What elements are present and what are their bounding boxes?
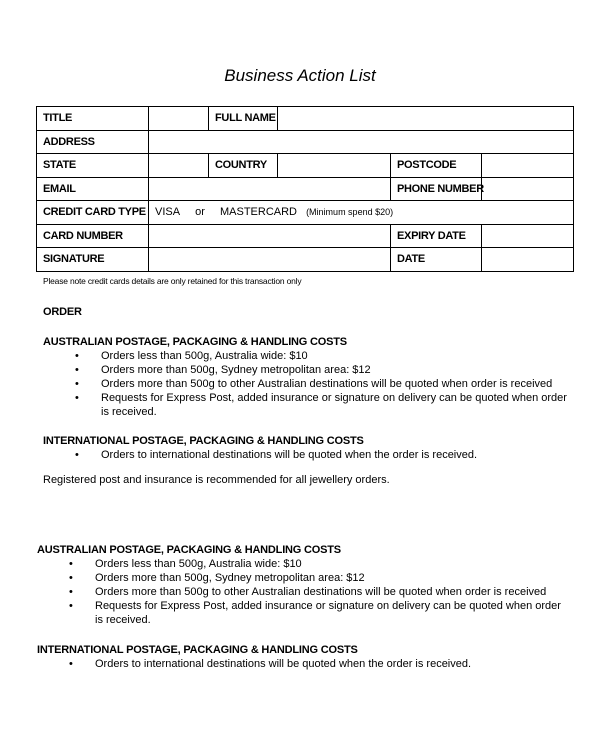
expiry-date-label: EXPIRY DATE xyxy=(391,224,482,248)
list-item: • Orders to international destinations will be quoted when the order is received. xyxy=(37,657,562,671)
australian-costs-heading: AUSTRALIAN POSTAGE, PACKAGING & HANDLING COSTS xyxy=(37,544,341,556)
visa-option[interactable]: VISA xyxy=(155,206,181,219)
postcode-label: POSTCODE xyxy=(391,154,482,178)
postcode-field[interactable] xyxy=(482,154,574,178)
card-number-label: CARD NUMBER xyxy=(37,224,149,248)
list-item: • Requests for Express Post, added insurance or signature on delivery can be quoted when order is received. xyxy=(37,599,562,627)
australian-costs-list xyxy=(37,557,562,627)
title-field[interactable] xyxy=(149,107,209,131)
credit-card-retention-note: Please note credit cards details are only retained for this transaction only xyxy=(43,276,302,286)
signature-field[interactable] xyxy=(149,248,391,272)
list-item: • Requests for Express Post, added insurance or signature on delivery can be quoted when order is received. xyxy=(43,391,568,419)
form-row-card-number xyxy=(37,224,574,248)
country-label: COUNTRY xyxy=(209,154,278,178)
credit-card-type-field[interactable] xyxy=(149,201,574,225)
form-row-signature xyxy=(37,248,574,272)
international-costs-section xyxy=(43,434,568,462)
list-item: • Orders less than 500g, Australia wide: $10 xyxy=(37,557,562,571)
international-costs-heading: INTERNATIONAL POSTAGE, PACKAGING & HANDLING COSTS xyxy=(37,644,358,656)
australian-costs-section-repeat xyxy=(37,543,562,627)
list-item: • Orders to international destinations will be quoted when the order is received. xyxy=(43,448,568,462)
title-label: TITLE xyxy=(37,107,149,131)
australian-costs-heading: AUSTRALIAN POSTAGE, PACKAGING & HANDLING COSTS xyxy=(43,336,347,348)
signature-label: SIGNATURE xyxy=(37,248,149,272)
credit-card-type-label: CREDIT CARD TYPE xyxy=(37,201,149,225)
order-heading: ORDER xyxy=(43,306,82,318)
form-row-title xyxy=(37,107,574,131)
australian-costs-section xyxy=(43,335,568,419)
date-field[interactable] xyxy=(482,248,574,272)
international-costs-section-repeat xyxy=(37,643,562,671)
registered-post-note: Registered post and insurance is recommended for all jewellery orders. xyxy=(43,474,390,486)
email-label: EMAIL xyxy=(37,177,149,201)
form-row-credit-card-type xyxy=(37,201,574,225)
email-field[interactable] xyxy=(149,177,391,201)
international-costs-list xyxy=(37,657,562,671)
list-item: • Orders more than 500g to other Australian destinations will be quoted when order is received xyxy=(43,377,568,391)
state-field[interactable] xyxy=(149,154,209,178)
phone-number-field[interactable] xyxy=(482,177,574,201)
list-item: • Orders more than 500g, Sydney metropolitan area: $12 xyxy=(43,363,568,377)
date-label: DATE xyxy=(391,248,482,272)
or-separator: or xyxy=(195,206,205,219)
address-field[interactable] xyxy=(149,130,574,154)
list-item: • Orders more than 500g to other Australian destinations will be quoted when order is received xyxy=(37,585,562,599)
form-row-state xyxy=(37,154,574,178)
international-costs-list xyxy=(43,448,568,462)
full-name-field[interactable] xyxy=(278,107,574,131)
address-label: ADDRESS xyxy=(37,130,149,154)
form-row-email xyxy=(37,177,574,201)
form-row-address xyxy=(37,130,574,154)
international-costs-heading: INTERNATIONAL POSTAGE, PACKAGING & HANDLING COSTS xyxy=(43,435,364,447)
customer-form-table xyxy=(36,106,574,272)
australian-costs-list xyxy=(43,349,568,419)
phone-number-label: PHONE NUMBER xyxy=(391,177,482,201)
card-number-field[interactable] xyxy=(149,224,391,248)
expiry-date-field[interactable] xyxy=(482,224,574,248)
country-field[interactable] xyxy=(278,154,391,178)
list-item: • Orders more than 500g, Sydney metropolitan area: $12 xyxy=(37,571,562,585)
document-title: Business Action List xyxy=(224,66,376,85)
minimum-spend-note: (Minimum spend $20) xyxy=(306,207,394,218)
full-name-label: FULL NAME xyxy=(209,107,278,131)
mastercard-option[interactable]: MASTERCARD xyxy=(219,206,297,219)
state-label: STATE xyxy=(37,154,149,178)
list-item: • Orders less than 500g, Australia wide: $10 xyxy=(43,349,568,363)
